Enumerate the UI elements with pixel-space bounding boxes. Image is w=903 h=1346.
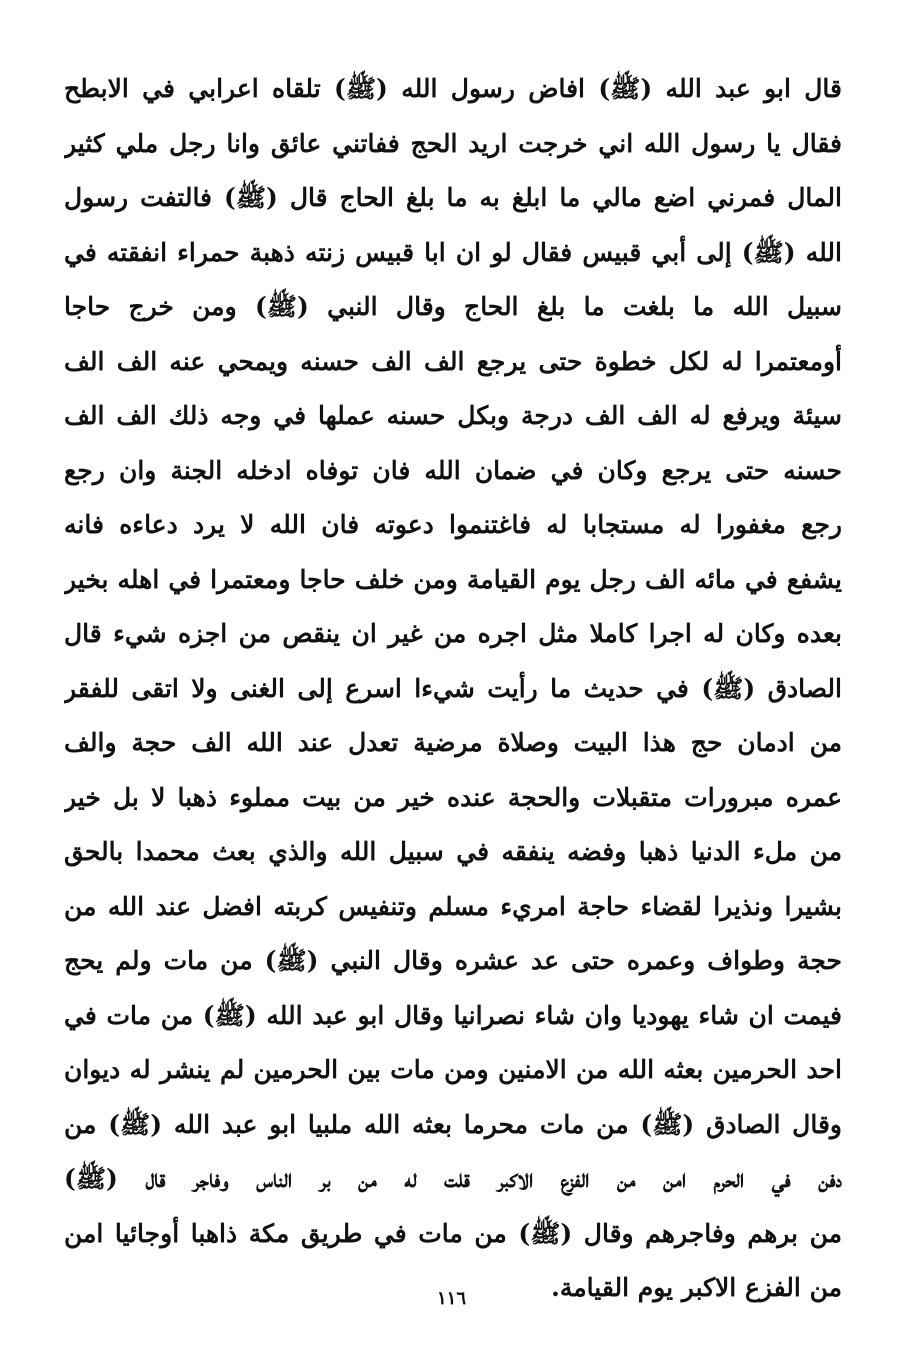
text-line-2: فقال يا رسول الله اني خرجت اريد الحج ففاتني عائق وانا رجل ملي كثير — [64, 128, 842, 158]
text-line-19: احد الحرمين بعثه الله من الامنين ومن مات بين الحرمين لم ينشر له ديوان — [64, 1055, 842, 1084]
text-line-17: حجة وطواف وعمره حتى عد عشره وقال النبي (ﷺ) من مات ولم يحج — [64, 946, 842, 975]
text-line-12: الصادق (ﷺ) في حديث ما رأيت شيءا اسرع إلى الغنى ولا اتقى للفقر — [64, 673, 842, 703]
text-line-9: رجع مغفورا له مستجابا له فاغتنموا دعوته فان الله لا يرد دعاءه فانه — [64, 510, 842, 539]
text-line-7: سيئة ويرفع له الف الف درجة وبكل حسنه عملها في وجه ذلك الف الف — [64, 401, 842, 430]
text-line-18: فيمت ان شاء يهوديا وان شاء نصرانيا وقال ابو عبد الله (ﷺ) من مات في — [64, 1000, 842, 1030]
text-line-14: عمره مبرورات متقبلات والحجة عنده خير من بيت مملوء ذهبا لا بل خير — [64, 782, 842, 812]
text-line-15: من ملء الدنيا ذهبا وفضه ينفقه في سبيل الله والذي بعث محمدا بالحق — [64, 837, 842, 866]
text-line-20: وقال الصادق (ﷺ) من مات محرما بعثه الله ملبيا ابو عبد الله (ﷺ) من — [64, 1109, 842, 1139]
text-line-10: يشفع في مائه الف رجل يوم القيامة ومن خلف حاجا ومعتمرا في اهله بخير — [64, 564, 842, 594]
body-text — [64, 62, 842, 1316]
text-line-8: حسنه حتى يرجع وكان في ضمان الله فان توفاه ادخله الجنة وان رجع — [64, 455, 842, 485]
text-line-4: الله (ﷺ) إلى أبي قبيس فقال لو ان ابا قبيس زنته ذهبة حمراء انفقته في — [64, 237, 842, 267]
text-line-1: قال ابو عبد الله (ﷺ) افاض رسول الله (ﷺ) تلقاه اعرابي في الابطح — [64, 74, 842, 103]
text-line-6: أومعتمرا له لكل خطوة حتى يرجع الف الف حسنه ويمحي عنه الف الف — [64, 346, 842, 376]
text-line-5: سبيل الله ما بلغت ما بلغ الحاج وقال النبي (ﷺ) ومن خرج حاجا — [64, 292, 842, 321]
text-line-23: من الفزع الاكبر يوم القيامة. — [551, 1273, 842, 1302]
text-line-22: من برهم وفاجرهم وقال (ﷺ) من مات في طريق مكة ذاهبا أوجائيا امن — [64, 1218, 842, 1248]
page-number: ١١٦ — [436, 1288, 466, 1309]
text-line-13: من ادمان حج هذا البيت وصلاة مرضية تعدل عند الله الف حجة والف — [64, 728, 842, 757]
text-line-16: بشيرا ونذيرا لقضاء حاجة امريء مسلم وتنفيس كربته افضل عند الله من — [64, 891, 842, 921]
text-line-3: المال فمرني اضع مالي ما ابلغ به ما بلغ الحاج قال (ﷺ) فالتفت رسول — [64, 183, 842, 212]
text-line-11: بعده وكان له اجرا كاملا مثل اجره من غير ان ينقص من اجزه شيء قال — [64, 619, 842, 648]
text-line-21: دفن في الحرم امن من الفزع الاكبر قلت له من بر الناس وفاجر قال (ﷺ) — [64, 1164, 842, 1193]
